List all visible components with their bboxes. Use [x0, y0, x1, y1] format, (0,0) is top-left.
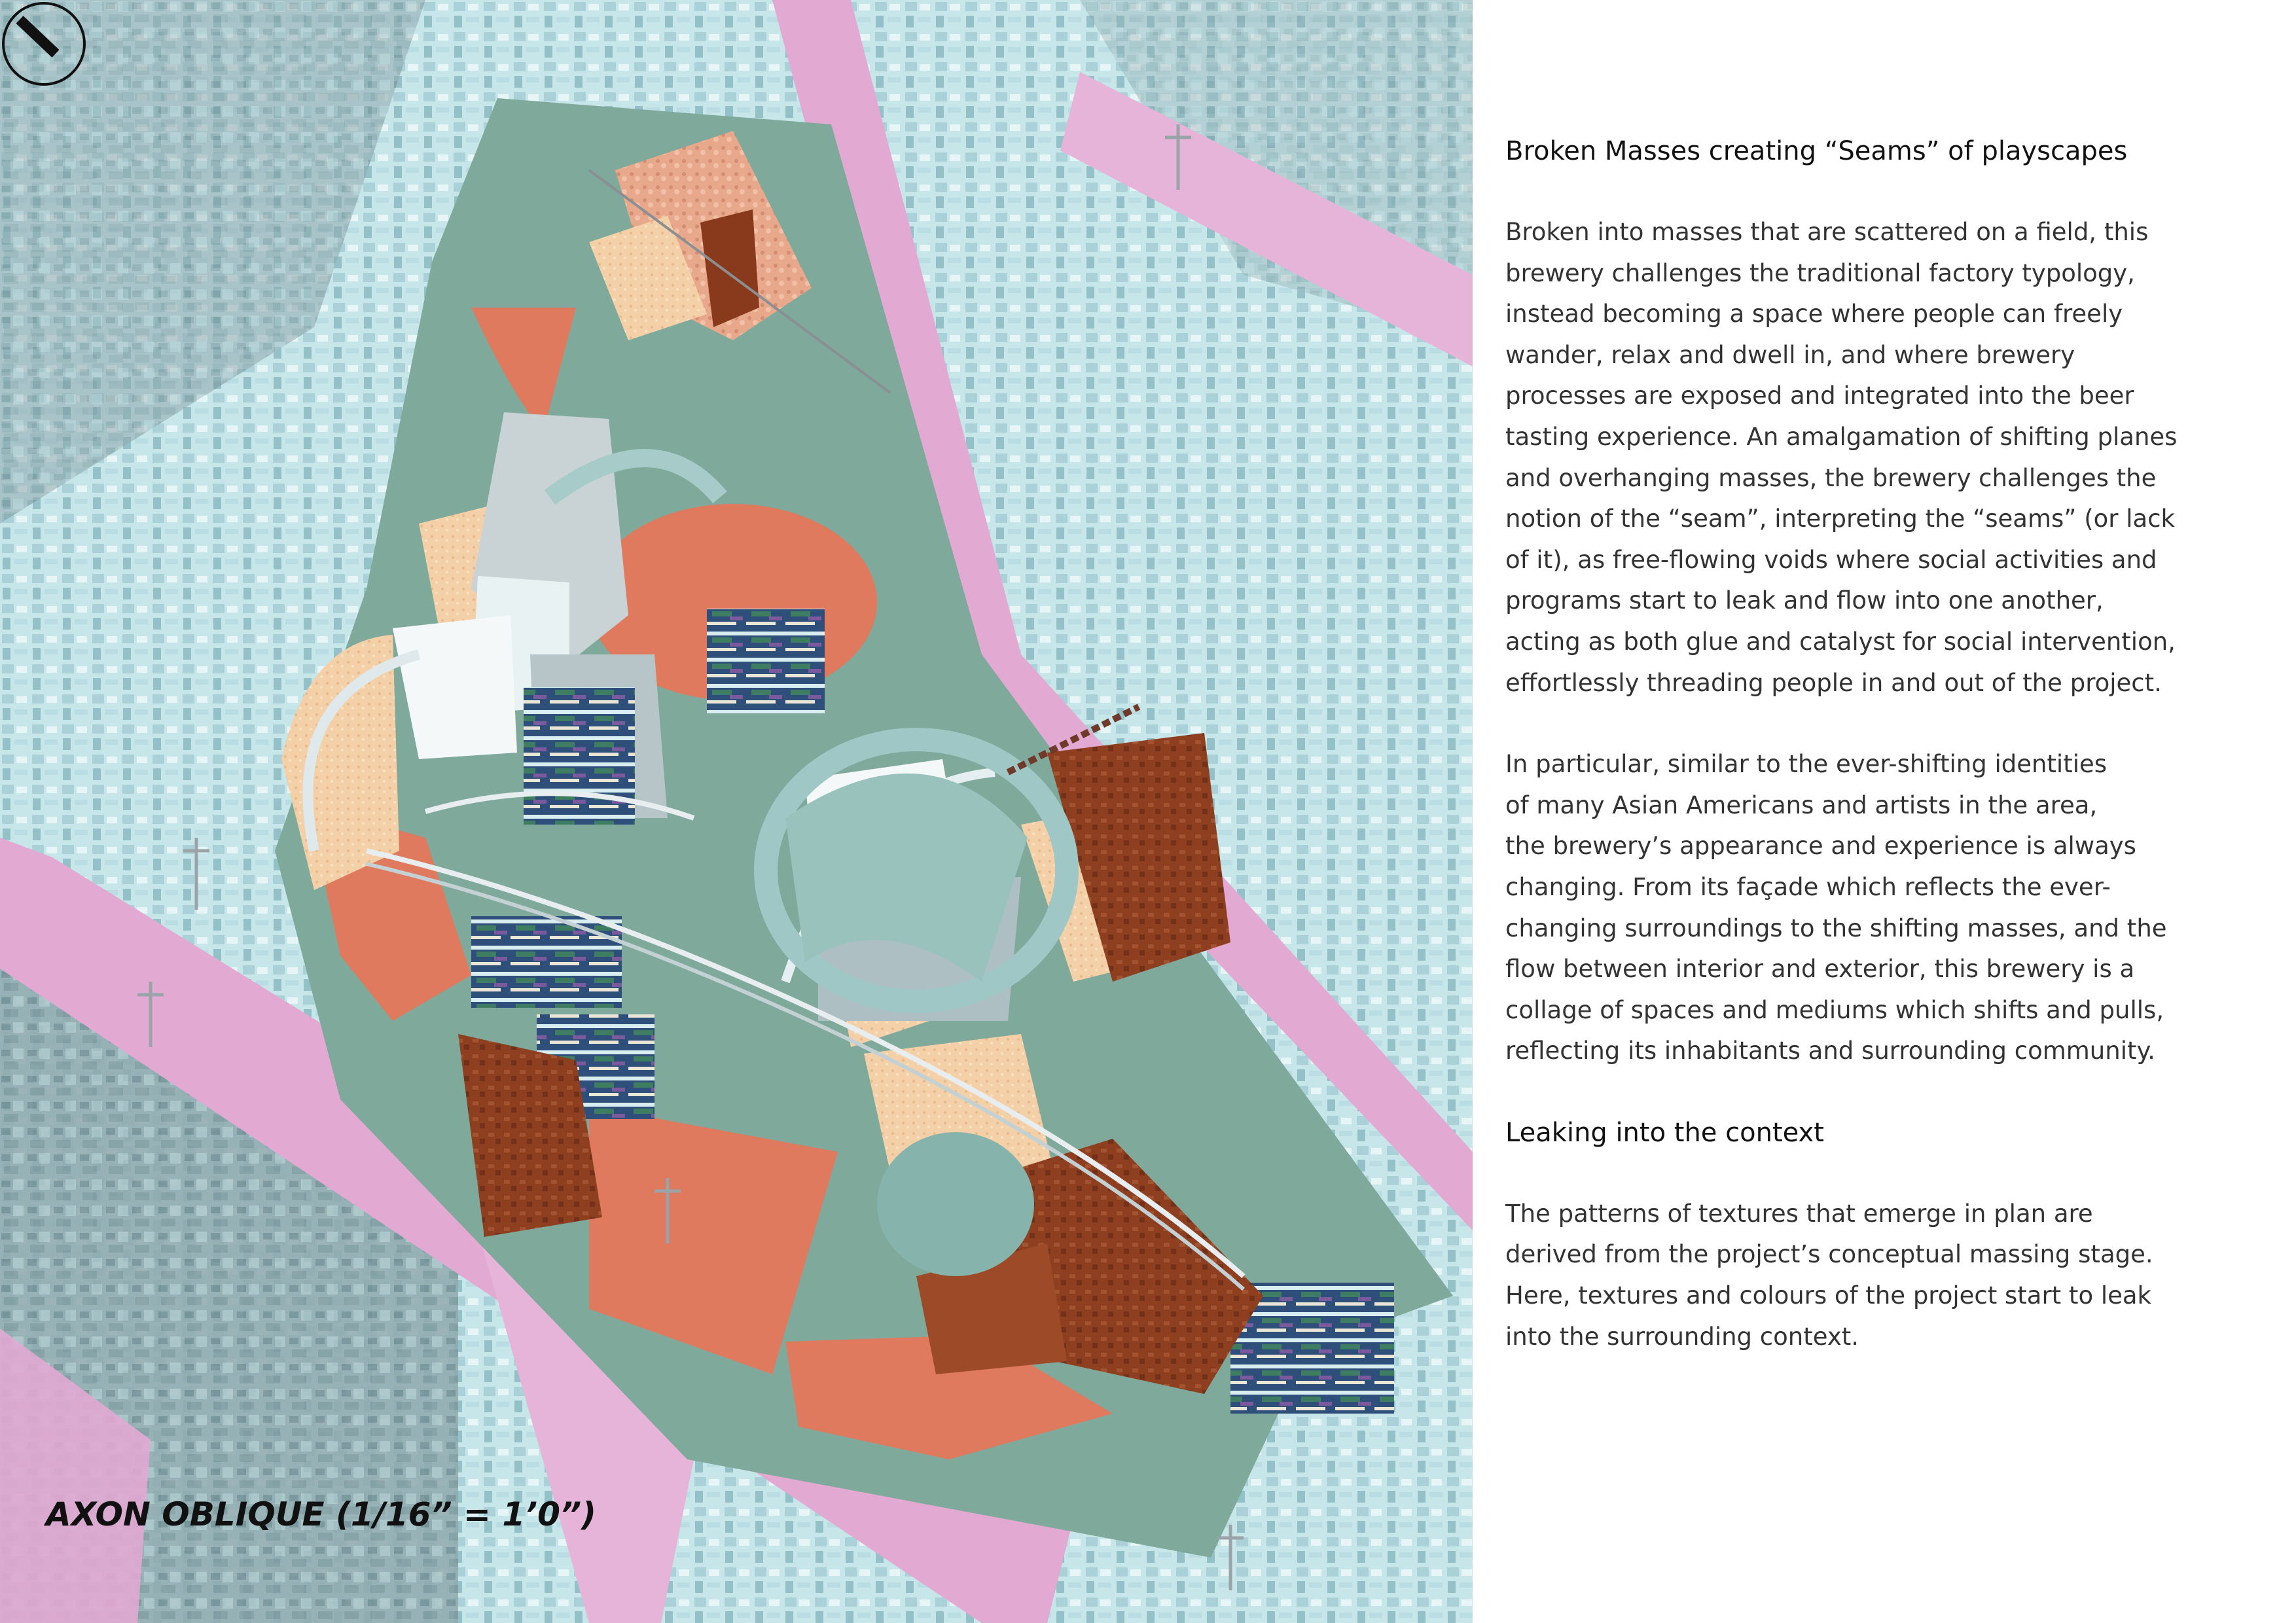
text-line: reflecting its inhabitants and surrounding community.	[1505, 1037, 2155, 1065]
text-line: wander, relax and dwell in, and where brewery	[1505, 340, 2075, 369]
text-line: derived from the project’s conceptual massing stage.	[1505, 1240, 2153, 1269]
section-heading-broken-masses: Broken Masses creating “Seams” of playscapes	[1505, 136, 2128, 166]
text-line: into the surrounding context.	[1505, 1322, 1859, 1351]
text-line: changing surroundings to the shifting masses, and the	[1505, 914, 2167, 942]
text-line: Here, textures and colours of the project start to leak	[1505, 1281, 2151, 1310]
text-line: collage of spaces and mediums which shifts and pulls,	[1505, 995, 2164, 1024]
text-line: acting as both glue and catalyst for social intervention,	[1505, 627, 2176, 656]
text-line: instead becoming a space where people can freely	[1505, 300, 2123, 329]
text-line: the brewery’s appearance and experience is always	[1505, 832, 2136, 861]
text-line: notion of the “seam”, interpreting the “seams” (or lack	[1505, 505, 2175, 533]
paragraph-broken-masses	[1505, 212, 2193, 704]
text-line: programs start to leak and flow into one another,	[1505, 586, 2104, 615]
text-line: changing. From its façade which reflects the ever-	[1505, 872, 2111, 901]
text-line: of it), as free-flowing voids where social activities and	[1505, 545, 2157, 574]
drawing-title: AXON OBLIQUE (1/16” = 1’0”)	[46, 1495, 596, 1533]
north-arrow-icon	[0, 0, 88, 88]
text-line: tasting experience. An amalgamation of shifting planes	[1505, 422, 2178, 451]
text-line: Broken into masses that are scattered on a field, this	[1505, 218, 2149, 246]
section-heading-leaking: Leaking into the context	[1505, 1117, 1824, 1148]
paragraph-identities	[1505, 744, 2193, 1072]
text-line: of many Asian Americans and artists in the area,	[1505, 791, 2098, 819]
text-line: effortlessly threading people in and out of the project.	[1505, 668, 2162, 697]
text-line: brewery challenges the traditional factory typology,	[1505, 259, 2135, 287]
text-line: processes are exposed and integrated into the beer	[1505, 382, 2134, 410]
text-column	[1505, 131, 2193, 1398]
paragraph-leaking	[1505, 1194, 2193, 1357]
text-line: and overhanging masses, the brewery challenges the	[1505, 463, 2157, 492]
text-line: The patterns of textures that emerge in plan are	[1505, 1199, 2093, 1228]
text-line: In particular, similar to the ever-shifting identities	[1505, 750, 2108, 779]
text-line: flow between interior and exterior, this brewery is a	[1505, 955, 2135, 984]
